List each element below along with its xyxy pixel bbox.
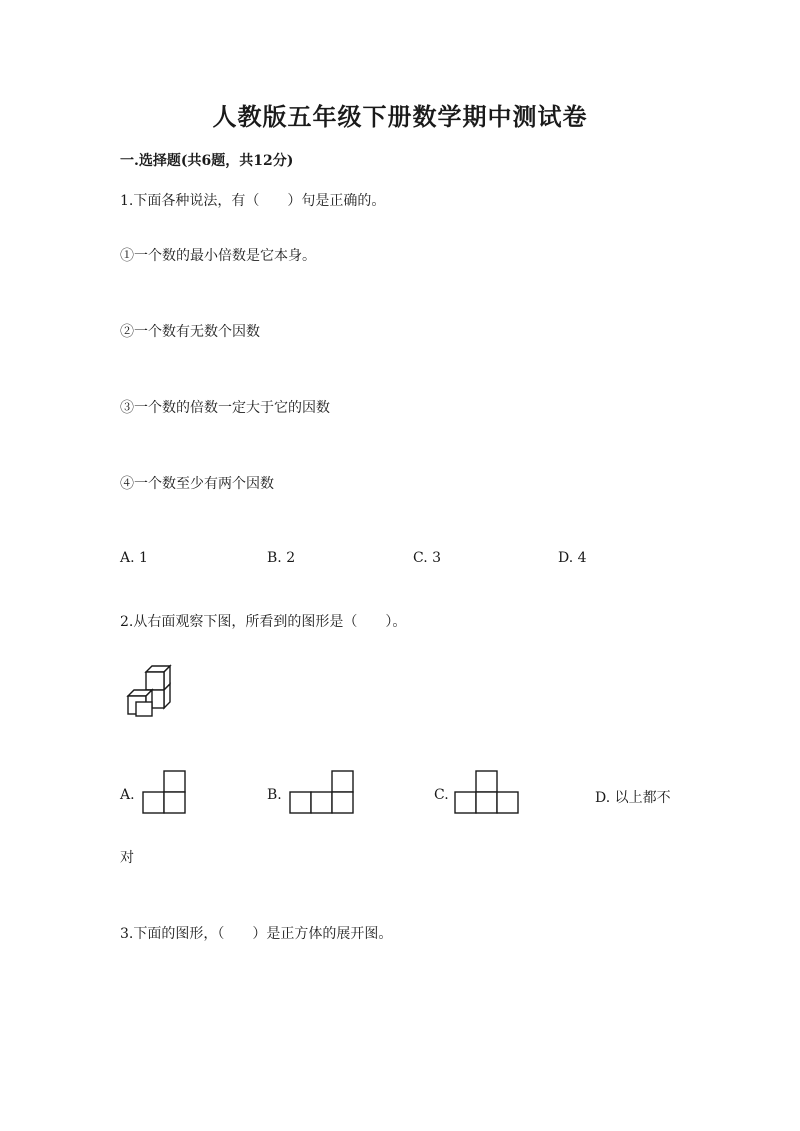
question-1-option-c: C. 3 <box>413 550 442 566</box>
question-1-stem: 1.下面各种说法，有（ ）句是正确的。 <box>120 193 386 209</box>
section-heading: 一.选择题(共6题，共12分) <box>120 153 294 169</box>
question-2-stem: 2.从右面观察下图，所看到的图形是（ ）。 <box>120 614 407 630</box>
question-1-statement: ①一个数的最小倍数是它本身。 <box>120 248 316 264</box>
cube-face <box>136 702 152 716</box>
question-2-option-d-wrap: 对 <box>120 850 134 866</box>
option-c-figure <box>455 771 521 813</box>
question-3-stem: 3.下面的图形，（ ）是正方体的展开图。 <box>120 926 393 942</box>
option-a-figure <box>143 771 187 813</box>
option-b-figure <box>290 771 356 813</box>
question-1-statement: ③一个数的倍数一定大于它的因数 <box>120 400 330 416</box>
cube-stack-figure <box>126 664 176 718</box>
question-2-option-c: C. <box>434 787 449 803</box>
question-1-statement: ②一个数有无数个因数 <box>120 324 260 340</box>
question-2-option-b: B. <box>267 787 282 803</box>
question-1-option-a: A. 1 <box>120 550 148 566</box>
question-2-option-d: D. 以上都不 <box>595 790 671 806</box>
question-2-option-a: A. <box>120 787 135 803</box>
cube-face <box>146 672 164 690</box>
question-1-option-d: D. 4 <box>558 550 587 566</box>
question-1-option-b: B. 2 <box>267 550 296 566</box>
page-title: 人教版五年级下册数学期中测试卷 <box>212 102 588 131</box>
question-1-statement: ④一个数至少有两个因数 <box>120 476 274 492</box>
